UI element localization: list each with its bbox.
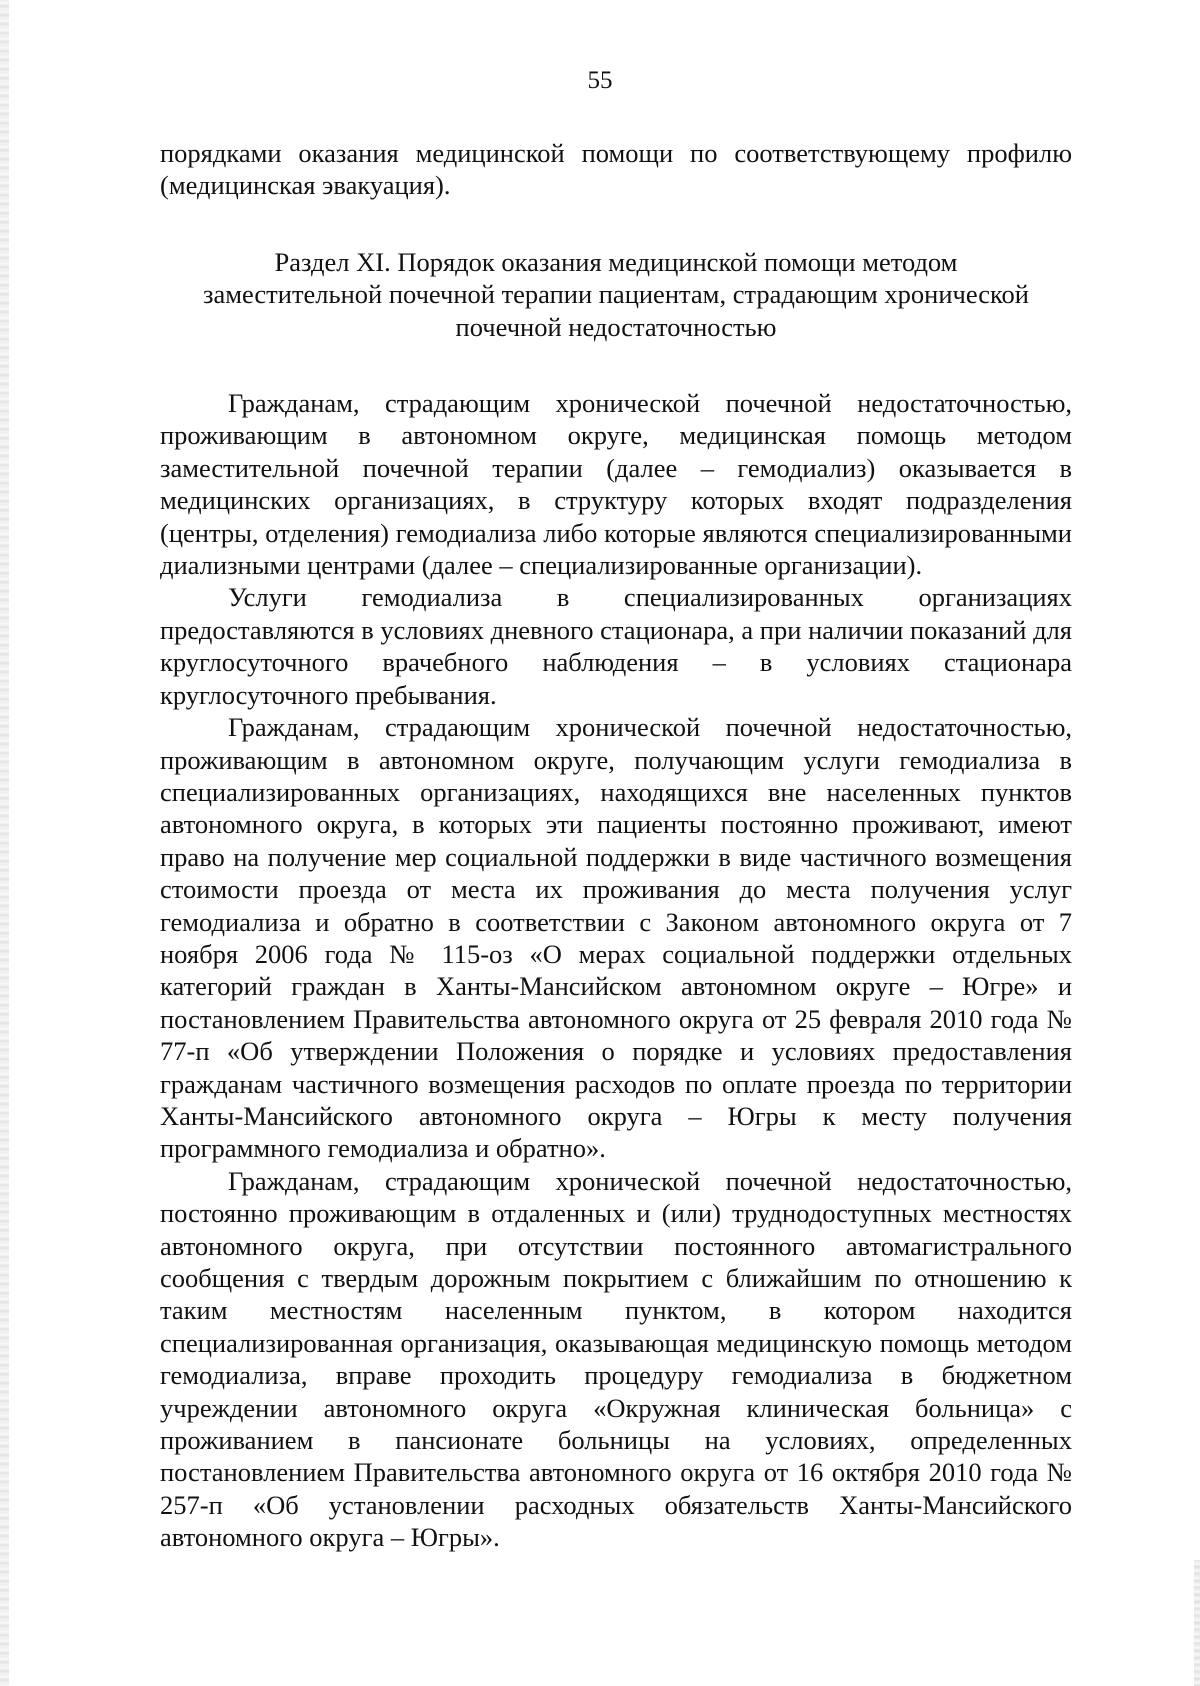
section-heading: Раздел XI. Порядок оказания медицинской помощи методом заместительной почечной терапии пациентам, страдающим хронической почечной недостаточностью <box>203 246 1029 342</box>
document-body <box>160 137 1072 1554</box>
page-number: 55 <box>587 67 613 94</box>
paragraph-3: Гражданам, страдающим хронической почечной недостаточностью, проживающим в автономном округе, получающим услуги гемодиализа в специализированных организациях, находящихся вне населенных пунктов автономного округа, в которых эти пациенты постоянно проживают, имеют право на получение мер социальной поддержки в виде частичного возмещения стоимости проезда от места их проживания до места получения услуг гемодиализа и обратно в соответствии с Законом автономного округа от 7 ноября 2006 года № 115-оз «О мерах социальной поддержки отдельных категорий граждан в Ханты-Мансийском автономном округе – Югре» и постановлением Правительства автономного округа от 25 февраля 2010 года № 77-п «Об утверждении Положения о порядке и условиях предоставления гражданам частичного возмещения расходов по оплате проезда по территории Ханты-Мансийского автономного округа – Югры к месту получения программного гемодиализа и обратно». <box>160 712 1072 1164</box>
paragraph-1: Гражданам, страдающим хронической почечной недостаточностью, проживающим в автономном округе, медицинская помощь методом заместительной почечной терапии (далее – гемодиализ) оказывается в медицинских организациях, в структуру которых входят подразделения (центры, отделения) гемодиализа либо которые являются специализированными диализными центрами (далее – специализированные организации). <box>160 388 1072 581</box>
scan-edge-right <box>1194 1560 1200 1686</box>
scan-edge-left <box>0 0 9 1686</box>
paragraph-4: Гражданам, страдающим хронической почечной недостаточностью, постоянно проживающим в отдаленных и (или) труднодоступных местностях автономного округа, при отсутствии постоянного автомагистрального сообщения с твердым дорожным покрытием с ближайшим по отношению к таким местностям населенным пунктом, в котором находится специализированная организация, оказывающая медицинскую помощь методом гемодиализа, вправе проходить процедуру гемодиализа в бюджетном учреждении автономного округа «Окружная клиническая больница» с проживанием в пансионате больницы на условиях, определенных постановлением Правительства автономного округа от 16 октября 2010 года № 257-п «Об установлении расходных обязательств Ханты-Мансийского автономного округа – Югры». <box>160 1165 1072 1553</box>
paragraph-2: Услуги гемодиализа в специализированных организациях предоставляются в условиях дневного стационара, а при наличии показаний для круглосуточного врачебного наблюдения – в условиях стационара круглосуточного пребывания. <box>160 582 1072 710</box>
continuation-paragraph: порядками оказания медицинской помощи по соответствующему профилю (медицинская эвакуация). <box>160 138 1072 201</box>
